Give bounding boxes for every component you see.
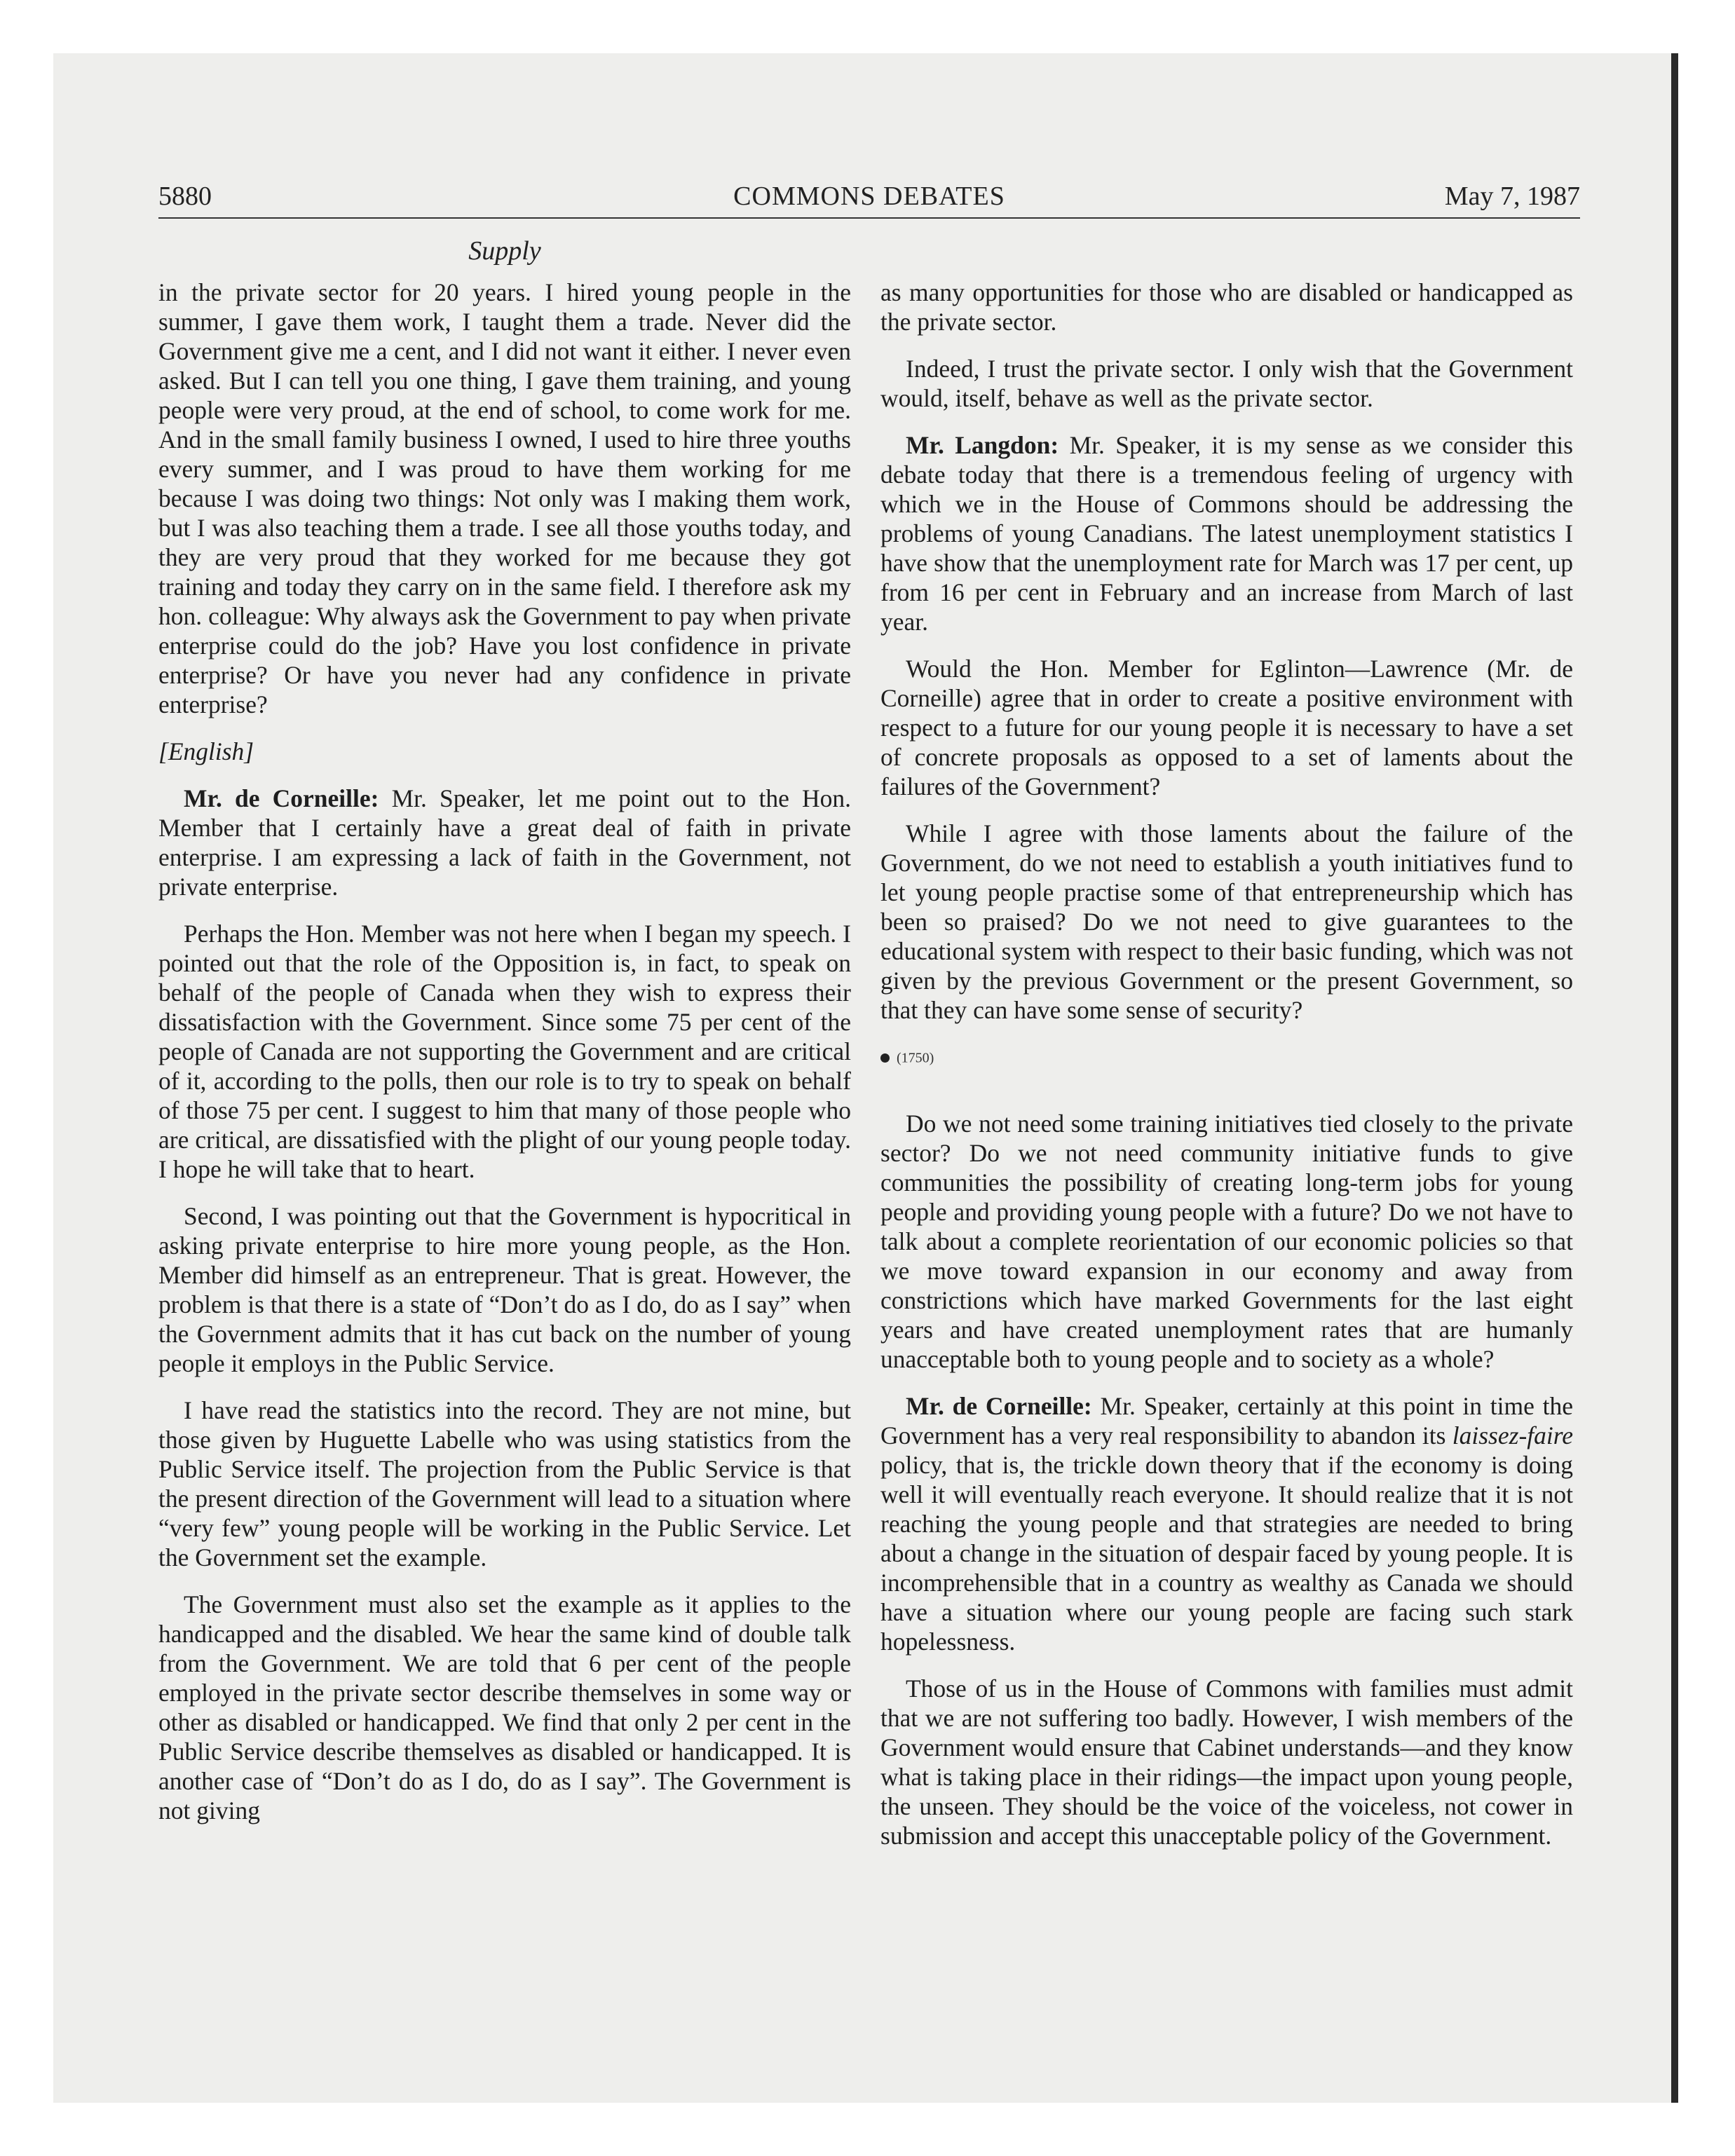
- page-date: May 7, 1987: [1444, 182, 1580, 211]
- speech-text: Mr. Speaker, let me point out to the Hon. Member that I certainly have a great deal of faith in private enterprise. I am expressing a lack of faith in the Government, not private enterprise.: [158, 784, 851, 901]
- paragraph: Do we not need some training initiatives tied closely to the private sector? Do we not need community initiative funds to give communities the possibility of creating long-term jobs for young people and providing young people with a future? Do we not have to talk about a complete reorientation of our economic policies so that we move toward expansion in our economy and away from constrictions which have marked Governments for the last eight years and have created unemployment rates that are humanly unacceptable both to young people and to society as a whole?: [880, 1110, 1573, 1374]
- italic-term: laissez-faire: [1452, 1421, 1573, 1450]
- paragraph: [880, 430, 1573, 636]
- speaker-name: Mr. de Corneille:: [906, 1392, 1092, 1421]
- publication-title: COMMONS DEBATES: [733, 182, 1005, 211]
- paragraph: in the private sector for 20 years. I hired young people in the summer, I gave them work, I taught them a trade. Never did the Government give me a cent, and I did not want it either. I never even asked. But I can tell you one thing, I gave them training, and young people were very proud, at the end of school, to come work for me. And in the small family business I owned, I used to hire three youths every summer, and I was proud to have them working for me because I was doing two things: Not only was I making them work, but I was also teaching them a trade. I see all those youths today, and they are very proud that they worked for me because they got training and today they carry on in the same field. I therefore ask my hon. colleague: Why always ask the Government to pay when private enterprise could do the job? Have you lost confidence in private enterprise? Or have you never had any confidence in private enterprise?: [158, 278, 851, 718]
- paragraph: While I agree with those laments about the failure of the Government, do we not need to establish a youth initiatives fund to let young people practise some of that entrepreneurship which has been so praised? Do we not need to give guarantees to the educational system with respect to their basic funding, which was not given by the previous Government or the present Government, so that they can have some sense of security?: [880, 819, 1573, 1024]
- paragraph: Perhaps the Hon. Member was not here when I began my speech. I pointed out that the role of the Opposition is, in fact, to speak on behalf of the people of Canada when they wish to express their dissatisfaction with the Government. Since some 75 per cent of the people of Canada are not supporting the Government and are critical of it, according to the polls, then our role is to try to speak on behalf of those 75 per cent. I suggest to him that many of those people who are critical, are dissatisfied with the plight of our young people today. I hope he will take that to heart.: [158, 920, 851, 1183]
- speech-text: Mr. Speaker, it is my sense as we consider this debate today that there is a tremendous feeling of urgency with which we in the House of Commons should be addressing the problems of young Canadians. The latest unemployment statistics I have show that the unemployment rate for March was 17 per cent, up from 16 per cent in February and an increase from March of last year.: [880, 431, 1573, 636]
- right-column: [880, 278, 1573, 1868]
- time-marker: [880, 1042, 1573, 1072]
- speech-text: Mr. Speaker, certainly at this point in time the Government has a very real responsibility to abandon its: [880, 1392, 1573, 1450]
- language-tag: [English]: [158, 737, 254, 765]
- section-heading: Supply: [468, 236, 541, 266]
- bullet-icon: [880, 1053, 890, 1063]
- paragraph: [158, 784, 851, 901]
- speech-text: policy, that is, the trickle down theory that if the economy is doing well it will eventually reach everyone. It should realize that it is not reaching the young people and that strategies are needed to bring about a change in the situation of despair faced by young people. It is incomprehensible that in a country as wealthy as Canada we should have a situation where our young people are facing such stark hopelessness.: [880, 1451, 1573, 1656]
- paragraph: as many opportunities for those who are disabled or handicapped as the private sector.: [880, 278, 1573, 336]
- paragraph: The Government must also set the example as it applies to the handicapped and the disabled. We hear the same kind of double talk from the Government. We are told that 6 per cent of the people employed in the private sector describe themselves in some way or other as disabled or handicapped. We find that only 2 per cent in the Public Service describe themselves as disabled or handicapped. It is another case of “Don’t do as I do, do as I say”. The Government is not giving: [158, 1590, 851, 1824]
- paragraph: Second, I was pointing out that the Government is hypocritical in asking private enterprise to hire more young people, as the Hon. Member did himself as an entrepreneur. That is great. However, the problem is that there is a state of “Don’t do as I do, do as I say” when the Government admits that it has cut back on the number of young people it employs in the Public Service.: [158, 1202, 851, 1377]
- speaker-name: Mr. de Corneille:: [184, 784, 379, 812]
- paragraph: [880, 1391, 1573, 1656]
- paragraph: Those of us in the House of Commons with families must admit that we are not suffering too badly. However, I wish members of the Government would ensure that Cabinet understands—and they know what is taking place in their ridings—the impact upon young people, the unseen. They should be the voice of the voiceless, not cower in submission and accept this unacceptable policy of the Government.: [880, 1674, 1573, 1850]
- page-number: 5880: [158, 182, 212, 211]
- time-stamp: (1750): [897, 1050, 934, 1066]
- scan-edge-bar: [1671, 53, 1678, 2103]
- paragraph: I have read the statistics into the record. They are not mine, but those given by Huguette Labelle who was using statistics from the Public Service itself. The projection from the Public Service is that the present direction of the Government will lead to a situation where “very few” young people will be working in the Public Service. Let the Government set the example.: [158, 1396, 851, 1571]
- left-column: [158, 278, 851, 1843]
- speaker-name: Mr. Langdon:: [906, 431, 1059, 459]
- paragraph: Would the Hon. Member for Eglinton—Lawrence (Mr. de Corneille) agree that in order to create a positive environment with respect to a future for our young people it is necessary to have a set of concrete proposals as opposed to a set of laments about the failures of the Government?: [880, 655, 1573, 800]
- page-header: [158, 181, 1580, 219]
- paragraph: Indeed, I trust the private sector. I only wish that the Government would, itself, behave as well as the private sector.: [880, 355, 1573, 412]
